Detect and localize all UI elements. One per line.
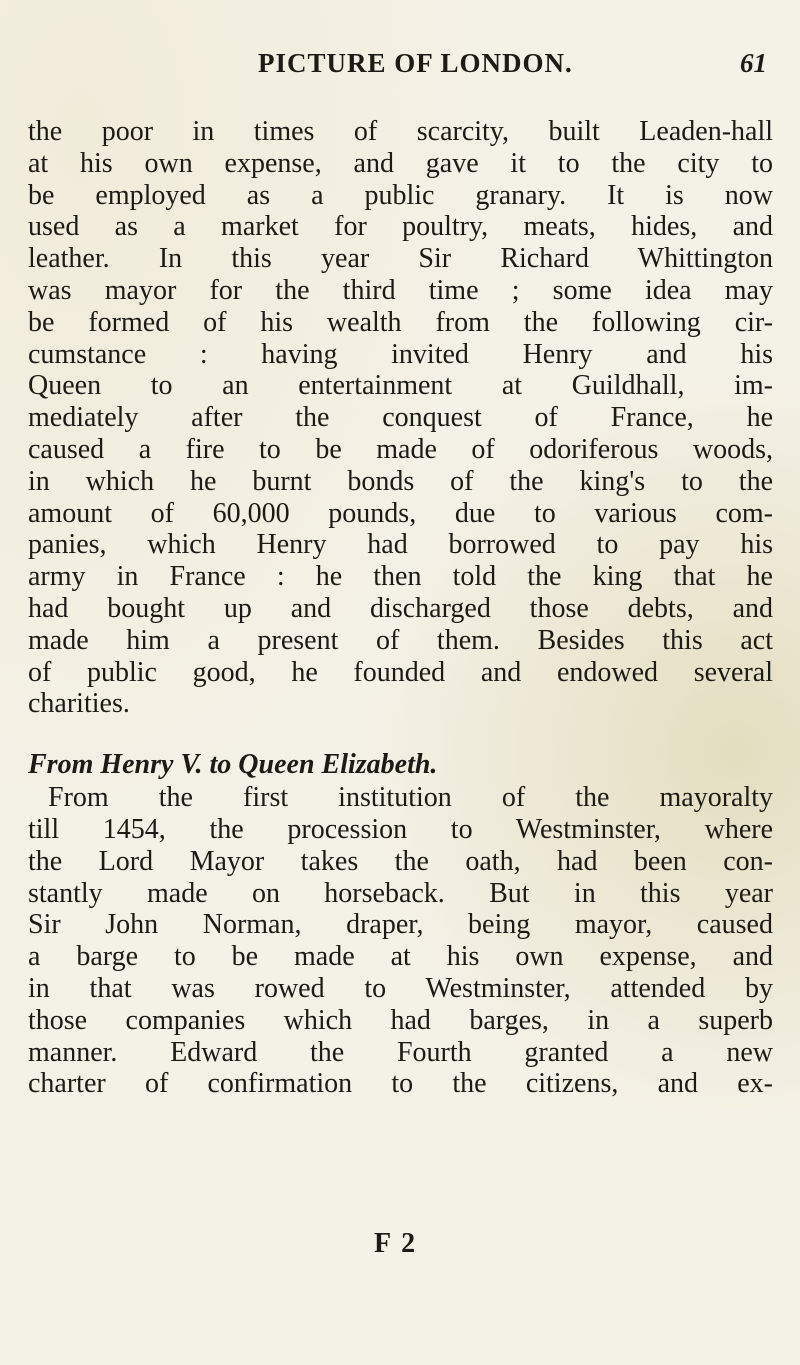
signature-mark: F 2 — [374, 1228, 418, 1259]
text-line: caused a fire to be made of odoriferous woods, — [28, 433, 773, 465]
text-line: at his own expense, and gave it to the city to — [28, 147, 773, 179]
text-line: in that was rowed to Westminster, attended by — [28, 972, 773, 1004]
text-line: be employed as a public granary. It is now — [28, 179, 773, 211]
text-line: stantly made on horseback. But in this year — [28, 877, 773, 909]
text-line: amount of 60,000 pounds, due to various com- — [28, 497, 773, 529]
text-line: till 1454, the procession to Westminster, where — [28, 813, 773, 845]
text-line: manner. Edward the Fourth granted a new — [28, 1036, 773, 1068]
text-line: Queen to an entertainment at Guildhall, im- — [28, 370, 773, 402]
paragraph-mayoralty — [28, 782, 773, 1100]
text-line: was mayor for the third time ; some idea may — [28, 274, 773, 306]
text-line: the poor in times of scarcity, built Leaden-hall — [28, 116, 773, 147]
text-line: leather. In this year Sir Richard Whittington — [28, 243, 773, 275]
text-line: mediately after the conquest of France, he — [28, 402, 773, 434]
page-header — [0, 40, 800, 80]
section-heading: From Henry V. to Queen Elizabeth. — [28, 749, 438, 781]
text-line: a barge to be made at his own expense, and — [28, 941, 773, 973]
text-line: panies, which Henry had borrowed to pay his — [28, 529, 773, 561]
text-line: be formed of his wealth from the following cir- — [28, 306, 773, 338]
text-line: charities. — [28, 688, 130, 720]
text-line: From the first institution of the mayoralty — [48, 782, 773, 814]
running-title: PICTURE OF LONDON. — [258, 48, 573, 78]
body-text — [28, 116, 773, 1100]
text-line: the Lord Mayor takes the oath, had been con- — [28, 845, 773, 877]
page-number: 61 — [740, 48, 767, 78]
text-line: Sir John Norman, draper, being mayor, caused — [28, 909, 773, 941]
text-line: in which he burnt bonds of the king's to the — [28, 465, 773, 497]
text-line: those companies which had barges, in a superb — [28, 1004, 773, 1036]
text-line: cumstance : having invited Henry and his — [28, 338, 773, 370]
paragraph-whittington — [28, 116, 773, 720]
text-line: used as a market for poultry, meats, hides, and — [28, 211, 773, 243]
text-line: of public good, he founded and endowed several — [28, 656, 773, 688]
text-line: made him a present of them. Besides this act — [28, 624, 773, 656]
text-line: army in France : he then told the king that he — [28, 561, 773, 593]
text-line: had bought up and discharged those debts, and — [28, 592, 773, 624]
text-line: charter of confirmation to the citizens, and ex- — [28, 1068, 773, 1100]
